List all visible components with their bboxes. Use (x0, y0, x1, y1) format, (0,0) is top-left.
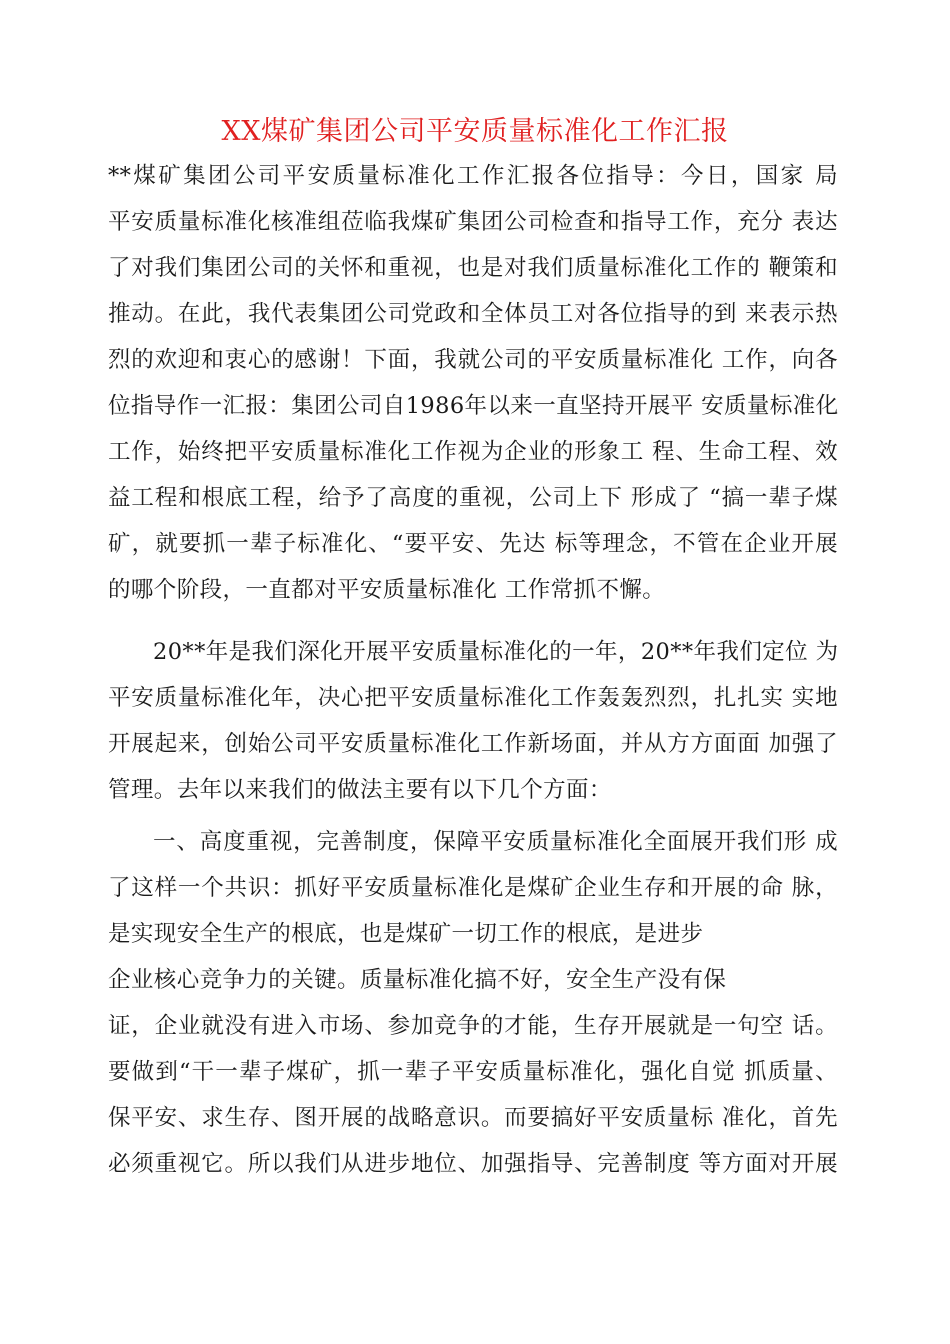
paragraph-line: 推动。在此，我代表集团公司党政和全体员工对各位指导的到 来表示热 (108, 301, 838, 327)
paragraph-line: 20**年是我们深化开展平安质量标准化的一年，20**年我们定位 为 (153, 639, 839, 665)
paragraph-line: 一、高度重视，完善制度，保障平安质量标准化全面展开我们形 成 (153, 829, 838, 855)
paragraph-line: 开展起来，创始公司平安质量标准化工作新场面，并从方方面面 加强了 (108, 731, 838, 757)
paragraph-line: 要做到“干一辈子煤矿，抓一辈子平安质量标准化，强化自觉 抓质量、 (108, 1059, 838, 1085)
paragraph-line: **煤矿集团公司平安质量标准化工作汇报各位指导：今日，国家 局 (108, 163, 838, 189)
paragraph-line: 企业核心竞争力的关键。质量标准化搞不好，安全生产没有保 (108, 967, 727, 993)
paragraph-line: 了这样一个共识：抓好平安质量标准化是煤矿企业生存和开展的命 脉， (108, 875, 838, 901)
paragraph-line: 管理。去年以来我们的做法主要有以下几个方面： (108, 777, 612, 803)
paragraph-line: 烈的欢迎和衷心的感谢！下面，我就公司的平安质量标准化 工作，向各 (108, 347, 838, 373)
paragraph-line: 平安质量标准化年，决心把平安质量标准化工作轰轰烈烈，扎扎实 实地 (108, 685, 838, 711)
paragraph-line: 保平安、求生存、图开展的战略意识。而要搞好平安质量标 准化，首先 (108, 1105, 838, 1131)
paragraph-line: 的哪个阶段，一直都对平安质量标准化 工作常抓不懈。 (108, 577, 666, 603)
document-title: XX煤矿集团公司平安质量标准化工作汇报 (221, 116, 729, 147)
paragraph-line: 是实现安全生产的根底，也是煤矿一切工作的根底，是进步 (108, 921, 704, 947)
paragraph-line: 平安质量标准化核准组莅临我煤矿集团公司检查和指导工作，充分 表达 (108, 209, 838, 235)
paragraph-line: 矿，就要抓一辈子标准化、“要平安、先达 标等理念，不管在企业开展 (108, 531, 838, 557)
paragraph-line: 必须重视它。所以我们从进步地位、加强指导、完善制度 等方面对开展 (108, 1151, 838, 1177)
paragraph-line: 工作，始终把平安质量标准化工作视为企业的形象工 程、生命工程、效 (108, 439, 838, 465)
paragraph-line: 证，企业就没有进入市场、参加竞争的才能，生存开展就是一句空 话。 (108, 1013, 838, 1039)
paragraph-line: 益工程和根底工程，给予了高度的重视，公司上下 形成了 “搞一辈子煤 (108, 485, 838, 511)
paragraph-line: 位指导作一汇报：集团公司自1986年以来一直坚持开展平 安质量标准化 (108, 393, 839, 419)
paragraph-line: 了对我们集团公司的关怀和重视，也是对我们质量标准化工作的 鞭策和 (108, 255, 838, 281)
